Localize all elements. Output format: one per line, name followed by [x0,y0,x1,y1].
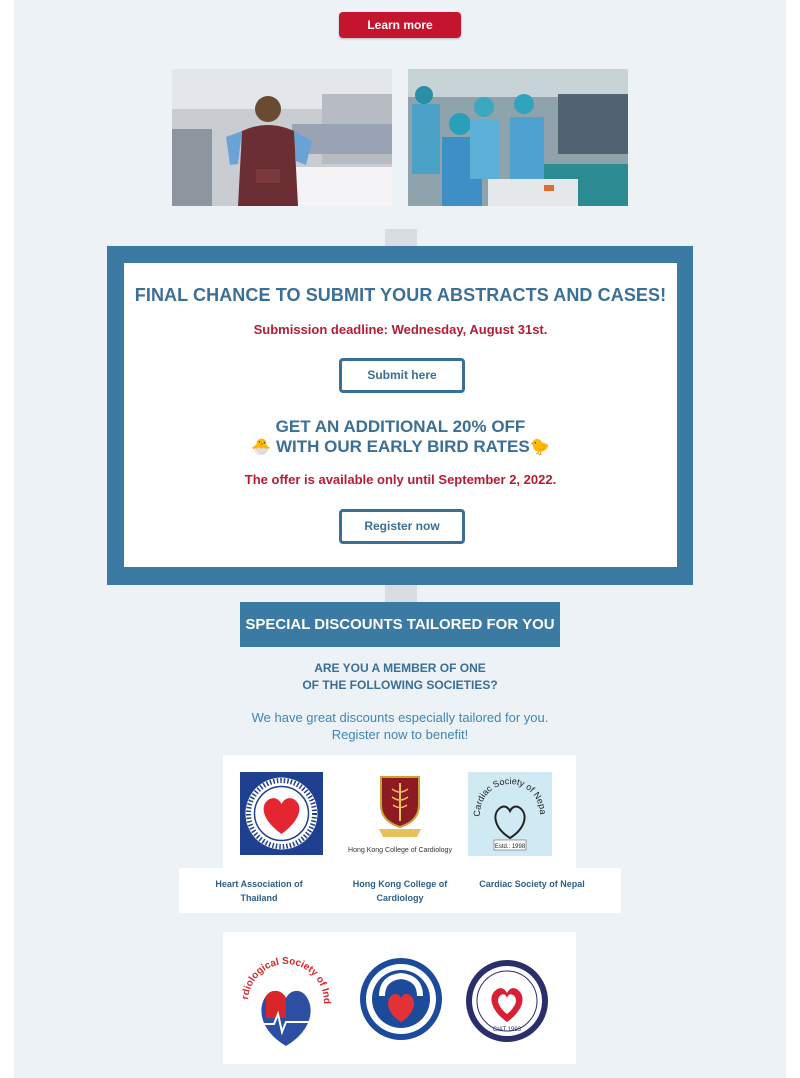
early-bird-line1: GET AN ADDITIONAL 20% OFF [275,417,526,436]
hatching-chick-icon: 🐣 [251,439,272,456]
baby-chick-icon: 🐤 [529,439,550,456]
cardiac-society-nepal-logo [468,772,552,856]
member-question-line1: ARE YOU A MEMBER OF ONE [314,661,486,675]
register-now-button[interactable]: Register now [339,509,465,544]
india-ring-text: rdiological Society of Ind [240,955,333,1005]
special-discounts-banner: SPECIAL DISCOUNTS TAILORED FOR YOU [240,602,560,647]
national-heart-association-logo [358,956,444,1042]
society-name-line: Cardiac Society of Nepal [479,879,585,889]
society-name-line: Hong Kong College of [352,879,448,889]
submit-here-button[interactable]: Submit here [339,358,465,393]
discount-text-line2: Register now to benefit! [331,727,469,742]
learn-more-button[interactable]: Learn more [339,12,461,38]
connector-bar [385,229,417,246]
hk-logo-caption: Hong Kong College of Cardiology [348,847,452,854]
early-bird-line2: WITH OUR EARLY BIRD RATES [275,437,530,456]
society-name-line: Cardiology [376,893,424,903]
member-question-line2: OF THE FOLLOWING SOCIETIES? [302,678,498,692]
society-name-line: Thailand [240,893,278,903]
connector-bar [385,585,417,602]
early-bird-line2-container [124,437,677,457]
offer-deadline: The offer is available only until September 2, 2022. [244,472,557,487]
hong-kong-college-crest-logo [377,775,423,839]
society-name-hong-kong [336,877,464,905]
surgical-team-photo [408,69,628,206]
heart-association-thailand-logo [240,772,323,855]
submission-deadline: Submission deadline: Wednesday, August 31st. [253,322,548,337]
society-name-line: Heart Association of [215,879,303,889]
discount-text-line1: We have great discounts especially tailored for you. [251,710,549,725]
submission-title: FINAL CHANCE TO SUBMIT YOUR ABSTRACTS AND CASES! [134,285,667,305]
society-name-thailand [195,877,323,905]
ciat-year-text: CIAT 1993 [492,1027,522,1033]
cardiological-society-india-logo [236,944,336,1052]
society-name-nepal [468,877,596,891]
nepal-ring-text: Cardiac Society of Nepa [471,775,549,817]
ciat-logo [464,958,550,1044]
nepal-est-text: Estd.: 1998 [494,844,526,850]
cath-lab-doctor-photo [172,69,392,206]
